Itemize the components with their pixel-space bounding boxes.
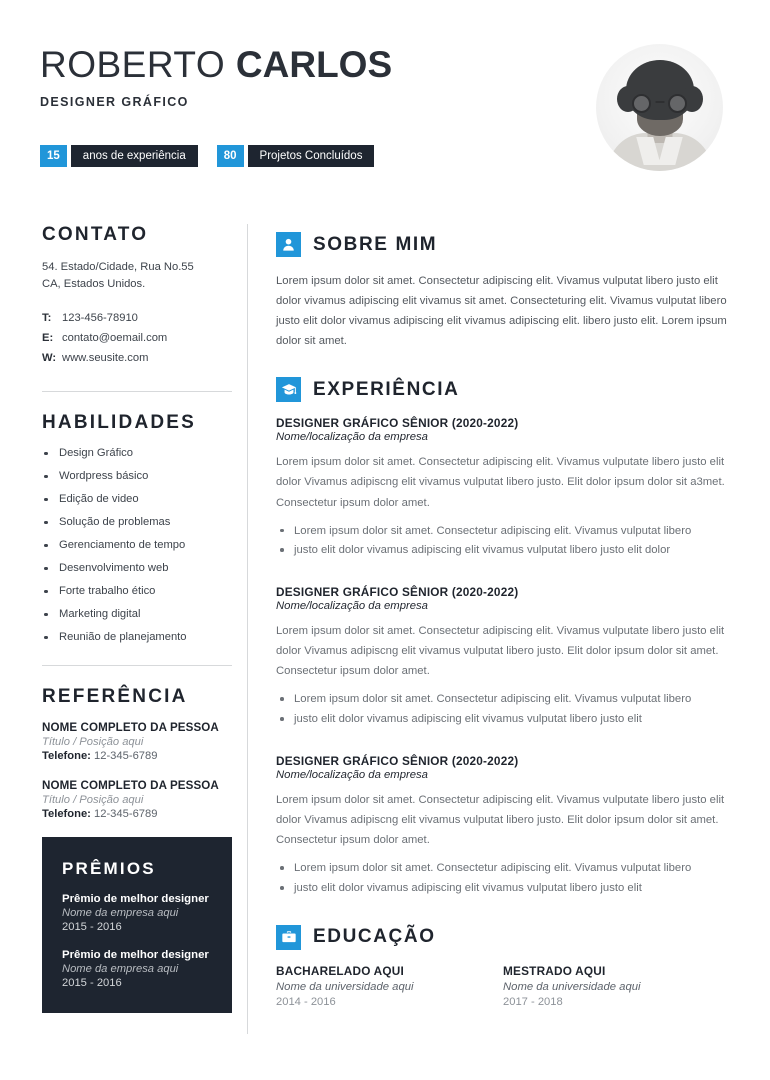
list-item: Forte trabalho ético [42,585,232,597]
education-years: 2017 - 2018 [503,995,563,1008]
list-item: Gerenciamento de tempo [42,539,232,551]
experience-header [276,377,730,402]
list-item: justo elit dolor vivamus adipiscing elit vivamus vulputat libero justo elit dolor [276,541,730,561]
list-item: justo elit dolor vivamus adipiscing elit vivamus vulputat libero justo elit [276,710,730,730]
awards-title: PRÊMIOS [62,858,156,878]
list-item: Reunião de planejamento [42,631,232,643]
list-item: Edição de video [42,493,232,505]
list-item: Solução de problemas [42,516,232,528]
reference-section [42,686,232,820]
skills-list [42,447,232,643]
reference-phone-label: Telefone: [42,749,91,762]
stat-number: 80 [217,145,244,167]
avatar-glasses-right [668,94,687,113]
main-content [276,232,730,1008]
experience-role: DESIGNER GRÁFICO SÊNIOR (2020-2022) [276,416,519,431]
education-header [276,925,730,950]
reference-name: NOME COMPLETO DA PESSOA [42,720,219,734]
education-years: 2014 - 2016 [276,995,336,1008]
contact-website-row [42,349,232,369]
education-section [276,925,730,1008]
education-university: Nome da universidade aqui [503,980,641,993]
skills-title: HABILIDADES [42,411,197,433]
experience-description: Lorem ipsum dolor sit amet. Consectetur adipiscing elit. Vivamus vulputate libero justo elit dolor Vivamus adipiscng elit vivamus vulputat libero justo. Elit dolor ipsum dolor sit amet. Consectetur ipsum dolor amet. [276,794,725,847]
sidebar-divider-1 [42,391,232,392]
contact-email-row [42,329,232,349]
experience-description: Lorem ipsum dolor sit amet. Consectetur adipiscing elit. Vivamus vulputate libero justo elit dolor Vivamus adipiscng elit vivamus vulputat libero justo. Elit dolor ipsum dolor sit amet. Consectetur ipsum dolor amet. [276,625,725,678]
contact-title: CONTATO [42,224,149,245]
education-degree: BACHARELADO AQUI [276,963,404,978]
reference-name: NOME COMPLETO DA PESSOA [42,778,219,792]
column-divider [247,224,248,1034]
experience-title: EXPERIÊNCIA [313,378,460,400]
list-item: Design Gráfico [42,447,232,459]
experience-role: DESIGNER GRÁFICO SÊNIOR (2020-2022) [276,754,519,768]
experience-item [276,416,730,561]
reference-phone-value: 12-345-6789 [94,807,158,820]
education-item [276,964,503,1008]
stat-badge-experience [40,145,198,167]
education-university: Nome da universidade aqui [276,980,414,993]
contact-rows [42,309,232,369]
award-years: 2015 - 2016 [62,976,122,989]
education-item [503,964,730,1008]
experience-item [276,585,730,730]
contact-email-value[interactable]: contato@oemail.com [62,331,168,344]
experience-company: Nome/localização da empresa [276,769,428,781]
education-title: EDUCAÇÃO [313,926,436,948]
award-name: Prêmio de melhor designer [62,948,209,961]
list-item: Lorem ipsum dolor sit amet. Consectetur adipiscing elit. Vivamus vulputat libero [276,690,730,710]
reference-role: Título / Posição aqui [42,793,144,806]
avatar-glasses-bridge [655,101,664,103]
last-name: CARLOS [235,44,393,85]
about-header [276,232,730,257]
contact-section [42,224,232,369]
stat-label: anos de experiência [71,145,198,167]
about-section [276,232,730,351]
list-item [62,949,212,989]
experience-company: Nome/localização da empresa [276,431,428,444]
list-item: Desenvolvimento web [42,562,232,574]
person-icon [276,232,301,257]
contact-phone-value[interactable]: 123-456-78910 [62,311,138,324]
contact-email-key: E: [42,331,54,344]
address-line-1: 54. Estado/Cidade, Rua No.55 [42,261,194,273]
list-item: Lorem ipsum dolor sit amet. Consectetur adipiscing elit. Vivamus vulputat libero [276,859,730,879]
reference-phone-value: 12-345-6789 [94,749,158,762]
experience-item [276,754,730,899]
address-line-2: CA, Estados Unidos. [42,278,146,291]
stat-label: Projetos Concluídos [248,145,375,167]
experience-description: Lorem ipsum dolor sit amet. Consectetur adipiscing elit. Vivamus vulputate libero justo elit dolor Vivamus adipiscng elit vivamus vulputat libero justo. Elit dolor ipsum dolor sit a3met. Consectetur ipsum dolor amet. [276,456,725,509]
avatar [596,44,723,171]
list-item: justo elit dolor vivamus adipiscing elit vivamus vulputat libero justo elit [276,879,730,899]
award-company: Nome da empresa aqui [62,962,179,975]
experience-role: DESIGNER GRÁFICO SÊNIOR (2020-2022) [276,585,519,600]
stat-badges [40,145,374,167]
contact-address [42,259,232,294]
sidebar [42,224,232,1013]
stat-badge-projects [217,145,375,167]
skills-section [42,412,232,643]
experience-section [276,377,730,898]
education-degree: MESTRADO AQUI [503,963,606,978]
experience-bullets [276,522,730,562]
list-item: Marketing digital [42,608,232,620]
contact-phone-row [42,309,232,329]
contact-website-key: W: [42,351,57,364]
experience-bullets [276,859,730,899]
list-item [42,721,232,762]
about-text: Lorem ipsum dolor sit amet. Consectetur adipiscing elit. Vivamus vulputat libero justo elit dolor vivamus adipiscing elit vivamus sit amet. Consecteturing elit. Vivamus vulputat libero justo elit dolor vivamus adipiscing elit vivamus adipiscing elit. libero justo elit. Lorem ipsum dolor sit amet. [276,275,727,348]
award-company: Nome da empresa aqui [62,906,179,919]
about-title: SOBRE MIM [313,233,438,255]
list-item [62,893,212,933]
award-years: 2015 - 2016 [62,920,122,933]
job-title: DESIGNER GRÁFICO [40,94,189,109]
first-name: ROBERTO [40,44,226,85]
contact-website-value[interactable]: www.seusite.com [62,351,149,364]
reference-phone-label: Telefone: [42,807,91,820]
list-item [42,779,232,820]
award-name: Prêmio de melhor designer [62,892,209,905]
avatar-glasses-left [632,94,651,113]
graduation-cap-icon [276,377,301,402]
education-grid [276,964,730,1008]
contact-phone-key: T: [42,311,52,324]
reference-title: REFERÊNCIA [42,685,188,707]
sidebar-divider-2 [42,665,232,666]
stat-number: 15 [40,145,67,167]
reference-phone [42,750,232,762]
list-item: Lorem ipsum dolor sit amet. Consectetur adipiscing elit. Vivamus vulputat libero [276,522,730,542]
list-item: Wordpress básico [42,470,232,482]
reference-role: Título / Posição aqui [42,735,144,748]
experience-company: Nome/localização da empresa [276,600,428,613]
reference-phone [42,808,232,820]
briefcase-icon [276,925,301,950]
experience-bullets [276,690,730,730]
awards-section [42,837,232,1013]
